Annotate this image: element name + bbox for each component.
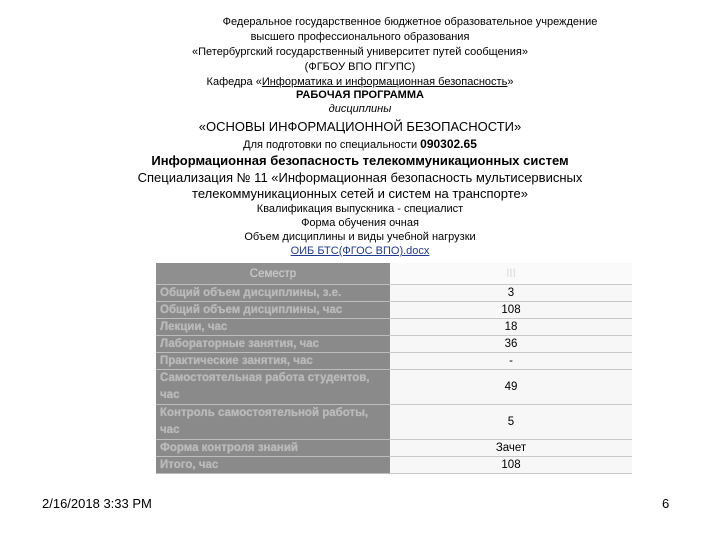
specialization-line-2: телекоммуникационных сетей и систем на транспорте» (192, 186, 528, 201)
qualification-line: Квалификация выпускника - специалист (256, 203, 464, 215)
table-row (156, 370, 632, 405)
university-name-line: «Петербургский государственный университет путей сообщения» (192, 46, 528, 58)
table-row (156, 353, 632, 370)
table-row (156, 302, 632, 319)
table-header-label: Семестр (156, 263, 390, 285)
table-row (156, 285, 632, 302)
department-suffix: » (507, 76, 514, 88)
table-row (156, 405, 632, 440)
row-value: 36 (390, 336, 632, 353)
row-label: Лекции, час (156, 319, 390, 336)
department-name: Информатика и информационная безопасность (261, 76, 508, 88)
table-row (156, 457, 632, 474)
table-header-row (156, 263, 632, 285)
table-row (156, 336, 632, 353)
page-number: 6 (662, 496, 670, 511)
row-value: 49 (390, 370, 632, 405)
volume-line: Объем дисциплины и виды учебной нагрузки (244, 231, 476, 243)
university-abbr-line: (ФГБОУ ВПО ПГУПС) (304, 61, 416, 73)
row-value: 3 (390, 285, 632, 302)
row-label: Общий объем дисциплины, час (156, 302, 390, 319)
table-row (156, 440, 632, 457)
table-header-value: III (390, 263, 632, 285)
discipline-name: «ОСНОВЫ ИНФОРМАЦИОННОЙ БЕЗОПАСНОСТИ» (198, 119, 522, 134)
department-prefix: Кафедра « (206, 76, 262, 88)
speciality-code: 090302.65 (420, 137, 477, 151)
row-label: Итого, час (156, 457, 390, 474)
workload-table (156, 263, 632, 474)
row-label: Лабораторные занятия, час (156, 336, 390, 353)
department-line (0, 77, 720, 88)
row-value: 108 (390, 457, 632, 474)
study-form-line: Форма обучения очная (301, 217, 419, 229)
row-value: 108 (390, 302, 632, 319)
speciality-line (0, 138, 720, 151)
institution-level-line: высшего профессионального образования (250, 31, 470, 43)
program-subtitle: дисциплины (328, 103, 392, 115)
specialization-line-1: Специализация № 11 «Информационная безопасность мультисервисных (137, 170, 583, 185)
program-title: РАБОЧАЯ ПРОГРАММА (296, 89, 424, 101)
file-link[interactable]: ОИБ БТС(ФГОС ВПО).docx (290, 245, 430, 257)
speciality-prefix: Для подготовки по специальности (243, 139, 421, 151)
row-label: Форма контроля знаний (156, 440, 390, 457)
row-value: Зачет (390, 440, 632, 457)
row-value: 5 (390, 405, 632, 440)
table-row (156, 319, 632, 336)
file-link-line (0, 246, 720, 257)
row-value: - (390, 353, 632, 370)
row-label: Общий объем дисциплины, з.е. (156, 285, 390, 302)
row-label: Контроль самостоятельной работы, час (156, 405, 390, 440)
row-label: Самостоятельная работа студентов, час (156, 370, 390, 405)
row-label: Практические занятия, час (156, 353, 390, 370)
speciality-name: Информационная безопасность телекоммуникационных систем (151, 153, 569, 168)
institution-type-line: Федеральное государственное бюджетное образовательное учреждение (222, 16, 598, 28)
row-value: 18 (390, 319, 632, 336)
footer-date: 2/16/2018 3:33 PM (42, 496, 152, 511)
workload-table-body (156, 263, 632, 474)
